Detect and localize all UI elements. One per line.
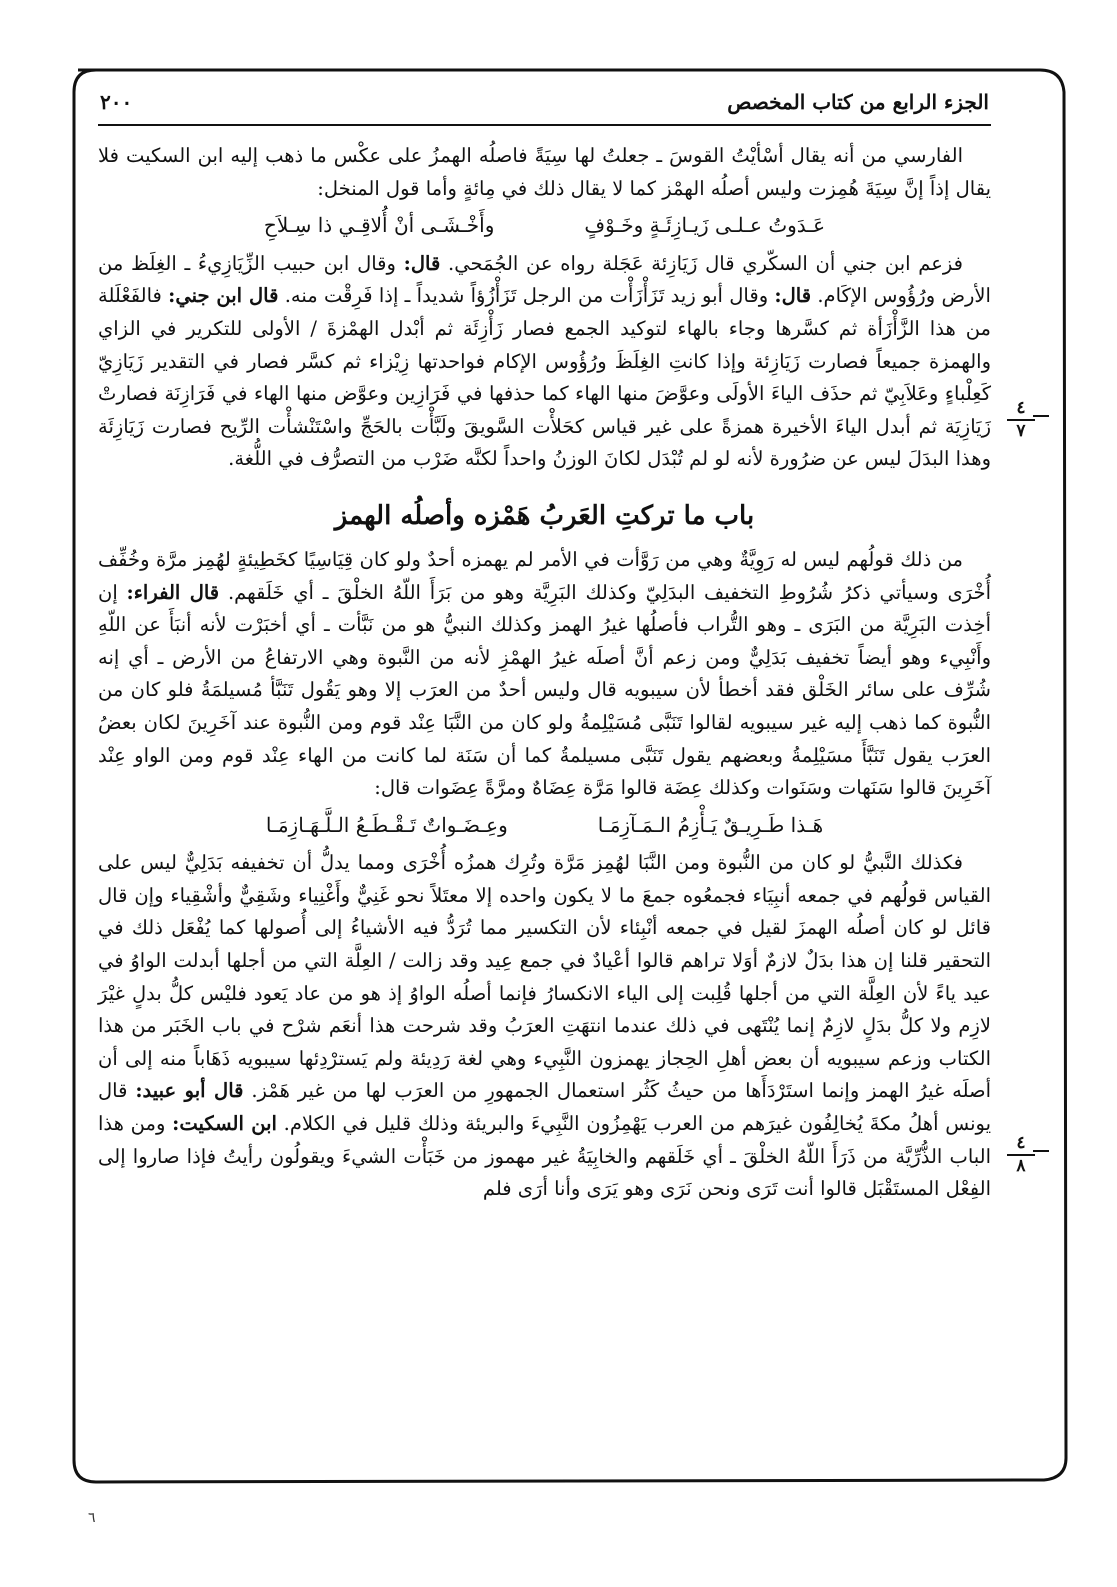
paragraph-4 <box>98 847 991 1206</box>
paragraph-2-label-1: قال: <box>403 251 441 275</box>
side-note-1-bottom: ٧ <box>1016 421 1026 441</box>
paragraph-2 <box>98 248 991 476</box>
paragraph-4-part-2: قال يونس أهلُ مكةَ يُخالِفُون غيرَهم من العرب يَهْمِزُون النَّبِيءَ والبريئة وذلك قليل في الكلام. <box>98 1079 992 1136</box>
running-title: الجزء الرابع من كتاب المخصص <box>727 90 989 114</box>
verse-1-second-hemistich: وأَخْـشَـى أنْ أُلاقِـي ذا سِـلاَحِ <box>263 213 495 238</box>
running-header <box>100 82 989 122</box>
side-note-1-top: ٤ <box>1007 400 1035 421</box>
section-title: باب ما تركتِ العَربُ هَمْزه وأصلُه الهمز <box>334 500 755 531</box>
paragraph-2-part-4: فالفَعْلَلة من هذا الزَّأْزَأة ثم كسَّرها وجاء بالهاء لتوكيد الجمع فصار زَأْزِئَة ثم أبْدل الهمْزةَ / الأولى للتكرير في الزاي والهمزة جميعاً فصارت زَيَازِئة وإذا كانتِ الغِلَظَ ورُؤُوس الإكام فواحدتها زِيْزاء ثم كسَّر فصار في التقدير زَيَازِيّ كَعِلْباءٍ وعَلاَبِيّ ثم حذَف الياءَ الأولَى وعوَّضَ منها الهاء كما حذفها في فَرَازِين وعوَّض منها الهاء في فَرَازِنَة فصارتْ زَيَازِيَة ثم أبدل الياءَ الأخيرة همزةً على غير قياس كحَلأْت السَّويقَ ولَبَّأْت بالحَجِّ واسْتَنْشأْت الرِّيح فصارت زَيَازِئَة وهذا البدَلَ ليس عن ضرُورة لأنه لو لم تُبْدَل لكانَ الوزنُ واحداً لكنَّه ضَرْب من التصرُّف في اللُّغة. <box>98 284 991 471</box>
paragraph-4-part-3: ومن هذا الباب الذُّرِّيَّة من ذَرَأَ اللّهُ الخلْقَ ـ أي خَلَقهم والخابِيَةُ غير مهموز من خَبَأْت الشيءَ ويقولُون رأيتُ فإذا صاروا إلى الفِعْل المستَقْبَل قالوا أنت تَرَى ونحن نَرَى وهو يَرَى وأنا أرَى فلم <box>98 1112 991 1201</box>
side-note-1-hook <box>1033 415 1049 417</box>
main-text <box>98 140 991 1206</box>
verse-2 <box>98 809 991 842</box>
verse-2-second-hemistich: وعِـضَـواتٌ تَـقْـطَـعُ الـلَّـهَـازِمَـا <box>265 812 508 837</box>
verse-1 <box>98 209 991 242</box>
paragraph-3 <box>98 544 991 805</box>
side-note-2-bottom: ٨ <box>1016 1156 1026 1176</box>
side-note-volume-marker <box>1007 1135 1035 1175</box>
paragraph-4-label-2: ابن السكيت: <box>172 1112 277 1136</box>
paragraph-3-label-1: قال الفراء: <box>126 580 220 604</box>
side-note-volume-marker <box>1007 400 1035 440</box>
paragraph-4-label-1: قال أبو عبيد: <box>135 1079 244 1103</box>
paragraph-2-label-2: قال: <box>774 284 812 308</box>
verse-2-first-hemistich: هَـذا طَـرِيـقٌ يَـأْزِمُ الـمَـآزِمَـا <box>597 812 824 837</box>
side-note-2-hook <box>1033 1150 1049 1152</box>
header-rule <box>98 124 991 126</box>
paragraph-2-part-2: وقال ابن حبيب الزِّيَازِيءُ ـ الغِلَظ من الأرض ورُؤُوس الإكَام. <box>98 251 991 308</box>
paragraph-2-part-1: فزعم ابن جني أن السكّري قال زَيَازِئة عَجَلة رواه عن الجُمَحي. <box>448 251 964 275</box>
paragraph-1 <box>98 140 991 205</box>
paragraph-1-text: الفارسي من أنه يقال أسْأيْتُ القوسَ ـ جعلتُ لها سِيَةً فاصلُه الهمزُ على عكْس ما ذهب إليه ابن السكيت فلا يقال إذاً إنَّ سِيَةَ هُمِزت وليس أصلُه الهمْز كما لا يقال ذلك في مِائةٍ وأما قول المنخل: <box>98 144 991 200</box>
verse-1-first-hemistich: عَـدَوتُ عـلـى زَيـازِئَـةٍ وخَـوْفٍ <box>584 213 826 238</box>
paragraph-2-label-3: قال ابن جني: <box>168 284 279 308</box>
paragraph-3-part-1: من ذلك قولُهم ليس له رَوِيَّةٌ وهي من رَوَّأت في الأمر لم يهمزه أحدٌ ولو كان قِيَاسِيًا كخَطِيئةٍ لهُمِز مرَّة وخُفِّف أُخْرَى وسيأتي ذكرُ شُرُوطِ التخفيف البدَلِيّ وكذلك البَرِيَّة وهو من بَرَأَ اللّهُ الخلْقَ ـ أي خَلَقهم. <box>98 547 991 604</box>
paragraph-4-part-1: فكذلك النَّبيُّ لو كان من النُّبوة ومن النَّبَا لهُمِز مَرَّة وتُرِك همزُه أُخْرَى ومما يدلُّ أن تخفيفه بَدَلِيٌّ ليس على القياس قولُهم في جمعه أنبِيَاء فجمعُوه جمعَ ما لا يكون واحده إلا معتَلاً نحو غَنِيٌّ وأَغْنِياء وشَقِيٌّ وأشْقِياء وإن قال قائل لو كان أصلُه الهمزَ لقيل في جمعه أنْبِئاء لأن التكسير مما تُرَدُّ فيه الأشياءُ إلى أُصولها كما يُفْعَل ذلك في التحقير قلنا إن هذا بدَلٌ لازمٌ أوَلا تراهم قالوا أعْيادٌ في جمع عِيد وقد زالت / العِلَّة التي من أجلها أبدلت الواوُ في عيد ياءً لأن العِلَّة التي من أجلها قُلِبت إلى الياء الانكسارُ فإنما أصلُه الواوُ إذ هو من عاد يَعود فليْس كلُّ بدلٍ غيْرَ لازِم ولا كلُّ بدَلٍ لازِمٌ إنما يُنْتَهى في ذلك عندما انتهَتِ العرَبُ وقد شرحت هذا أنعَم شرْح في باب الخَبَر من هذا الكتاب وزعم سيبويه أن بعض أهلِ الحِجاز يهمزون النَّبِيء وهي لغة رَدِيئة ولم يَسترْدِئها سيبويه ذَهَاباً منه إلى أن أصلَه غيرُ الهمز وإنما استَرْدَأَها من حيثُ كَثُر استعمال الجمهورِ من العرَب لها من غير هَمْز. <box>98 851 992 1103</box>
side-note-2-top: ٤ <box>1007 1135 1035 1156</box>
footer-mark: ٦ <box>88 1510 96 1526</box>
paragraph-2-part-3: وقال أبو زيد تَزَأْزَأْت من الرجل تَزَأْزُؤاً شديداً ـ إذا فَرِقْت منه. <box>284 284 769 308</box>
page-number: ٢٠٠ <box>100 90 133 114</box>
paragraph-3-part-2: إن أخِذت البَرِيَّة من البَرَى ـ وهو التُّراب فأصلُها غيرُ الهمز وكذلك النبيُّ هو من نَبَّأت ـ أي أخبَرْت لأنه أنبَأَ عن اللّهِ وأَنْبِيء وهو أيضاً تخفيف بَدَلِيٌّ ومن زعم أنَّ أصلَه غيرُ الهمْزِ لأنه من النَّبوة وهي الارتفاعُ من الأرض ـ أي إنه شُرِّف على سائر الخَلْق فقد أخطأ لأن سيبويه قال وليس أحدٌ من العرَب إلا وهو يَقُول تَنَبَّأ مُسيلمَةُ فلو كان من النُّبوة كما ذهب إليه غير سيبويه لقالوا تَنَبَّى مُسَيْلِمةُ ولو كان من النَّبَا عِنْد قوم ومن النُّبوة عند آخَرِينَ لكان بعضُ العرَب يقول تَنَبَّأَ مسَيْلِمةُ وبعضهم يقول تَنَبَّى مسيلمةُ كما أن سَنَة لما كانت من الهاء عِنْد قوم ومن الواو عِنْد آخَرِينَ قالوا سَنَهات وسَنَوات وكذلك عِضَة قالوا مَرَّة عِضَاهٌ ومرَّةً عِضَوات قال: <box>98 580 991 800</box>
